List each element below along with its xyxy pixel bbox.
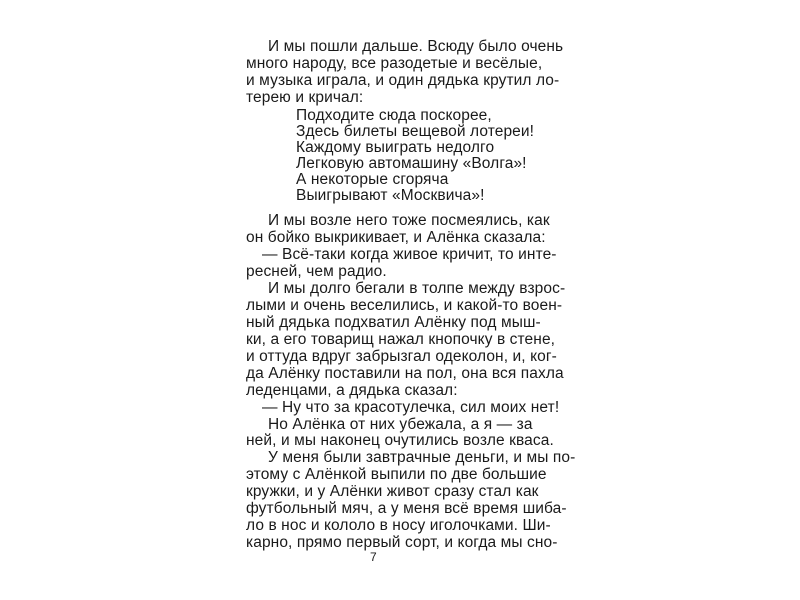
paragraph-line: Но Алёнка от них убежала, а я — за <box>268 415 533 433</box>
paragraph-line: и музыка играла, и один дядька крутил ло- <box>246 71 560 89</box>
page-number: 7 <box>370 550 377 564</box>
paragraph-line: лыми и очень веселились, и какой-то воен- <box>246 297 563 314</box>
verse-line: Подходите сюда поскорее, <box>296 106 492 124</box>
paragraph-line: И мы долго бегали в толпе между взрос- <box>268 280 566 298</box>
paragraph-line: ресней, чем радио. <box>246 263 387 281</box>
paragraph-line: карно, прямо первый сорт, и когда мы сно- <box>246 534 558 551</box>
paragraph-line: ный дядька подхватил Алёнку под мыш- <box>246 313 541 331</box>
dialogue-line: — Всё-таки когда живое кричит, то инте- <box>262 246 557 264</box>
paragraph-line: футбольный мяч, а у меня всё время шиба- <box>246 500 567 518</box>
paragraph-line: кружки, и у Алёнки живот сразу стал как <box>246 483 539 501</box>
verse-line: Легковую автомашину «Волга»! <box>296 154 527 172</box>
paragraph-line: И мы возле него тоже посмеялись, как <box>268 212 550 230</box>
paragraph-line: леденцами, а дядька сказал: <box>246 381 458 399</box>
verse-line: А некоторые сгоряча <box>296 170 449 188</box>
paragraph-line: У меня были завтрачные деньги, и мы по- <box>268 449 576 467</box>
paragraph-line: ки, а его товарищ нажал кнопочку в стене, <box>246 330 556 348</box>
dialogue-line: — Ну что за красотулечка, сил моих нет! <box>262 398 560 416</box>
paragraph-line: И мы пошли дальше. Всюду было очень <box>268 38 564 55</box>
verse-line: Каждому выиграть недолго <box>296 138 495 156</box>
paragraph-line: ней, и мы наконец очутились возле кваса. <box>246 432 554 450</box>
paragraph-line: ло в нос и кололо в носу иголочками. Ши- <box>246 517 551 535</box>
paragraph-line: терею и кричал: <box>246 88 364 106</box>
paragraph-line: этому с Алёнкой выпили по две большие <box>246 466 547 484</box>
verse-line: Выигрывают «Москвича»! <box>296 186 485 204</box>
verse-line: Здесь билеты вещевой лотереи! <box>296 122 535 140</box>
paragraph-line: он бойко выкрикивает, и Алёнка сказала: <box>246 229 546 247</box>
paragraph-line: да Алёнку поставили на пол, она вся пахла <box>246 364 564 382</box>
paragraph-line: и оттуда вдруг забрызгал одеколон, и, ког- <box>246 347 557 365</box>
paragraph-line: много народу, все разодетые и весёлые, <box>246 54 543 72</box>
